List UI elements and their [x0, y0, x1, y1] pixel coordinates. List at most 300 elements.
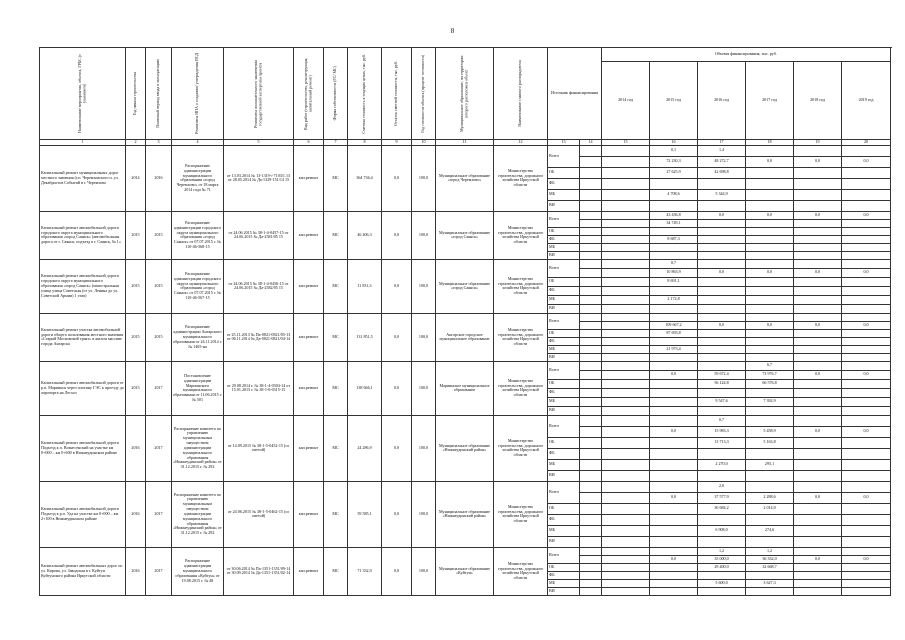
cell-funding-value [698, 200, 746, 211]
cell-start-year: 2015 [126, 211, 146, 259]
cell-funding-value [794, 406, 842, 415]
cell-blank [580, 189, 602, 200]
header-remaining-cost: Остаток сметной стоимости, тыс. руб. [382, 48, 412, 140]
cell-funding-value [602, 587, 650, 595]
cell-funding-value [602, 337, 650, 345]
cell-funding-value [698, 277, 746, 286]
cell-funding-value: 6,7 [746, 361, 794, 370]
cell-blank [580, 555, 602, 563]
cell-funding-value [842, 481, 891, 492]
cell-funding-value [746, 251, 794, 259]
cell-funding-value [698, 514, 746, 525]
cell-funding-value [842, 437, 891, 448]
cell-funding-value: 15 983,3 [698, 426, 746, 437]
cell-funding-value: 43 436,8 [650, 211, 698, 219]
cell-funding-value: 2 270,0 [698, 459, 746, 470]
cell-funding-value [794, 470, 842, 481]
cell-funding-value: 5 458,9 [746, 426, 794, 437]
cell-funding-value [842, 200, 891, 211]
cell-funding-value [794, 313, 842, 321]
cell-grbs: Министерство строительства, дорожного хозяйства Иркутской области [494, 313, 548, 361]
cell-funding-value: 0,0 [698, 211, 746, 219]
cell-funding-value: 274,6 [746, 525, 794, 536]
cell-blank [580, 470, 602, 481]
cell-funding-value [698, 345, 746, 353]
cell-blank [580, 587, 602, 595]
cell-funding-value [602, 481, 650, 492]
cell-blank [580, 156, 602, 167]
cell-municipality: Муниципальное образование «Нижнеудинский район» [436, 481, 494, 547]
cell-funding-value: 35 000,0 [698, 555, 746, 563]
column-number: 14 [580, 140, 602, 146]
cell-readiness: 100,0 [412, 211, 436, 259]
cell-funding-value [602, 313, 650, 321]
cell-funding-value [698, 313, 746, 321]
funding-category: ФБ [548, 178, 580, 189]
cell-grbs: Министерство строительства, дорожного хозяйства Иркутской области [494, 415, 548, 481]
cell-funding-value [746, 219, 794, 227]
cell-funding-value: 2 288,6 [746, 492, 794, 503]
cell-funding-value: 0,0 [794, 321, 842, 329]
funding-category: Всего [548, 145, 580, 167]
cell-funding-value [794, 243, 842, 251]
cell-funding-value [794, 219, 842, 227]
cell-estimated-cost: 138 666,1 [348, 361, 382, 415]
cell-start-year: 2015 [126, 313, 146, 361]
cell-blank [580, 492, 602, 503]
cell-funding-value [746, 286, 794, 295]
funding-category: ОБ [548, 563, 580, 571]
cell-funding-value [650, 406, 698, 415]
cell-funding-value [602, 547, 650, 555]
funding-category: Всего [548, 481, 580, 503]
header-object-name: Наименование мероприятия, объекта, ГРБС (с указанием) [40, 48, 126, 140]
cell-funding-value [746, 227, 794, 235]
cell-funding-value [842, 388, 891, 397]
funding-category: МБ [548, 189, 580, 200]
cell-funding-value: 2,0 [698, 481, 746, 492]
cell-grbs: Министерство строительства, дорожного хозяйства Иркутской области [494, 481, 548, 547]
cell-funding-value [794, 286, 842, 295]
cell-funding-value [842, 563, 891, 571]
investment-table [39, 47, 891, 596]
cell-funding-value [746, 277, 794, 286]
funding-category: ОБ [548, 503, 580, 514]
cell-blank [580, 304, 602, 313]
cell-funding-value [602, 156, 650, 167]
cell-work-type: кап.ремонт [294, 145, 324, 211]
cell-blank [580, 448, 602, 459]
cell-object-name: Капитальный ремонт автомобильных дорог по ул. Кирова, ул. Заводская в г. Куйтун Куйтунского района Иркутской области [40, 547, 126, 595]
cell-ownership: МС [324, 481, 348, 547]
cell-start-year: 2016 [126, 415, 146, 481]
cell-npa-details: Постановление администрации Мариинского муниципального образования от 11.06.2015 г. № 501 [172, 361, 224, 415]
cell-funding-value: 21 973,4 [650, 345, 698, 353]
cell-grbs: Министерство строительства, дорожного хозяйства Иркутской области [494, 145, 548, 211]
cell-start-year: 2016 [126, 547, 146, 595]
column-number: 20 [842, 140, 891, 146]
cell-blank [580, 211, 602, 219]
cell-funding-value: 8 691,1 [650, 277, 698, 286]
cell-funding-value [602, 145, 650, 156]
cell-funding-value [602, 388, 650, 397]
cell-funding-value [698, 406, 746, 415]
cell-funding-value: 5 600,0 [698, 579, 746, 587]
cell-funding-value: 73 976,7 [746, 370, 794, 379]
funding-category: МБ [548, 397, 580, 406]
cell-commission-year: 2017 [146, 547, 172, 595]
cell-funding-value [650, 361, 698, 370]
funding-category: Всего [548, 259, 580, 277]
cell-funding-value: 0,0 [842, 555, 891, 563]
cell-blank [580, 329, 602, 337]
cell-npa-details: Распоряжение комитета по управлению муниципальным имуществом администрации муниципального образования «Нижнеудинский район» от 31.12.2015 г. № 292 [172, 415, 224, 481]
cell-funding-value [650, 525, 698, 536]
cell-blank [580, 379, 602, 388]
cell-funding-value [842, 579, 891, 587]
cell-funding-value [842, 470, 891, 481]
cell-work-type: кап.ремонт [294, 415, 324, 481]
cell-funding-value: 0,7 [650, 259, 698, 268]
cell-funding-value [698, 235, 746, 243]
cell-funding-value [698, 227, 746, 235]
cell-expertise-details: от 29.08.2014 г. № 38-1-4-0304-14 от 15.01.2015 г. № 38-1-6-0315-15 [224, 361, 294, 415]
cell-funding-value [746, 189, 794, 200]
cell-funding-value [602, 563, 650, 571]
cell-funding-value [842, 227, 891, 235]
cell-start-year: 2016 [126, 481, 146, 547]
cell-funding-value [842, 251, 891, 259]
cell-funding-value [602, 459, 650, 470]
cell-funding-value [746, 178, 794, 189]
cell-funding-value: 27 625,9 [650, 167, 698, 178]
cell-readiness: 100,0 [412, 259, 436, 313]
cell-expertise-details: от 30.06.2014 № Па-1351-1351/09-14 от 30.09.2014 № Да-1351-1351/02-14 [224, 547, 294, 595]
cell-object-name: Капитальный ремонт автомобильной дороги городского округа муниципального образования «город Саянск» (магистральная улица улица Советская (от ул. Ленина до ул. Советской Армии) 1 этап) [40, 259, 126, 313]
funding-category: МБ [548, 295, 580, 304]
cell-municipality: Муниципальное образование «город Черемхово» [436, 145, 494, 211]
cell-funding-value [842, 337, 891, 345]
cell-funding-value [746, 406, 794, 415]
table-row [40, 313, 891, 321]
table-row [40, 145, 891, 156]
cell-funding-value [650, 563, 698, 571]
cell-funding-value: 0,0 [746, 211, 794, 219]
cell-funding-value: 0,0 [746, 268, 794, 277]
cell-funding-value [842, 406, 891, 415]
cell-funding-value [650, 587, 698, 595]
header-year: 2017 год [746, 62, 794, 140]
cell-blank [580, 525, 602, 536]
cell-funding-value [794, 167, 842, 178]
cell-funding-value: 0,0 [842, 156, 891, 167]
cell-work-type: кап.ремонт [294, 361, 324, 415]
cell-funding-value [650, 481, 698, 492]
cell-funding-value [602, 448, 650, 459]
cell-funding-value [698, 587, 746, 595]
funding-category: ФБ [548, 448, 580, 459]
table-row [40, 211, 891, 219]
cell-funding-value: 0,0 [746, 321, 794, 329]
cell-grbs: Министерство строительства, дорожного хозяйства Иркутской области [494, 361, 548, 415]
funding-category: ФБ [548, 235, 580, 243]
cell-remaining-cost: 0,0 [382, 361, 412, 415]
cell-estimated-cost: 11 831,3 [348, 259, 382, 313]
cell-blank [580, 415, 602, 426]
cell-ownership: МС [324, 211, 348, 259]
cell-blank [580, 259, 602, 268]
cell-funding-value [602, 503, 650, 514]
cell-funding-value [794, 189, 842, 200]
table-row [40, 415, 891, 426]
cell-funding-value [602, 295, 650, 304]
table-row [40, 547, 891, 555]
header-funding-volumes: Объемы финансирования, тыс. руб. [602, 48, 891, 62]
cell-estimated-cost: 364 736,4 [348, 145, 382, 211]
header-ownership: Форма собственности (ГС/ МС) [324, 48, 348, 140]
cell-funding-value [794, 337, 842, 345]
cell-funding-value [746, 514, 794, 525]
cell-funding-value [746, 448, 794, 459]
cell-funding-value: 59 672,4 [698, 370, 746, 379]
cell-funding-value [602, 189, 650, 200]
cell-funding-value [794, 437, 842, 448]
cell-funding-value [650, 571, 698, 579]
cell-funding-value [842, 459, 891, 470]
cell-blank [580, 571, 602, 579]
cell-object-name: Капитальный ремонт автомобильной дороги от р.п. Мариинск через плотину ГЭС к проезду до аэропорта на Лесхоз [40, 361, 126, 415]
cell-npa-details: Распоряжение комитета по управлению муниципальным имуществом администрации муниципального образования «Нижнеудинский район» от 31.12.2015 г. № 292 [172, 481, 224, 547]
cell-funding-value: 0,0 [650, 426, 698, 437]
cell-ownership: МС [324, 415, 348, 481]
funding-category: Всего [548, 547, 580, 563]
cell-funding-value [650, 437, 698, 448]
funding-category: ФБ [548, 514, 580, 525]
cell-funding-value [650, 415, 698, 426]
cell-expertise-details: от 14.09.2015 № 38-1-5-0452-15 (со сметой) [224, 415, 294, 481]
cell-readiness: 100,0 [412, 481, 436, 547]
cell-funding-value: 34 749,1 [650, 219, 698, 227]
cell-remaining-cost: 0,0 [382, 415, 412, 481]
cell-funding-value [794, 503, 842, 514]
cell-work-type: кап.ремонт [294, 481, 324, 547]
cell-funding-value [602, 251, 650, 259]
cell-funding-value [602, 470, 650, 481]
funding-category: ОБ [548, 379, 580, 388]
cell-work-type: кап.ремонт [294, 259, 324, 313]
cell-object-name: Капитальный ремонт участка автомобильной дороги общего пользования местного значения «Старый Московский тракт» в жилом массиве города Ангарска [40, 313, 126, 361]
cell-estimated-cost: 71 332,0 [348, 547, 382, 595]
cell-funding-value [698, 388, 746, 397]
cell-funding-value [698, 353, 746, 361]
cell-funding-value [602, 579, 650, 587]
cell-expertise-details: от 24.06.2015 № 38-1-5-0462-15 (со сметой) [224, 481, 294, 547]
cell-blank [580, 295, 602, 304]
header-commission-period: Плановый период ввода в эксплуатацию [146, 48, 172, 140]
cell-funding-value: 0,0 [650, 370, 698, 379]
cell-funding-value [602, 329, 650, 337]
cell-funding-value [794, 579, 842, 587]
cell-blank [580, 563, 602, 571]
cell-funding-value [746, 481, 794, 492]
cell-funding-value [842, 243, 891, 251]
cell-funding-value: 7 392,9 [746, 397, 794, 406]
cell-funding-value [698, 251, 746, 259]
cell-funding-value [842, 304, 891, 313]
cell-funding-value [842, 547, 891, 555]
cell-ownership: МС [324, 547, 348, 595]
cell-funding-value: 0,1 [650, 145, 698, 156]
cell-funding-value [746, 259, 794, 268]
funding-category: ВИ [548, 251, 580, 259]
cell-estimated-cost: 46 406,3 [348, 211, 382, 259]
cell-funding-value: 0,0 [650, 492, 698, 503]
cell-funding-value [794, 415, 842, 426]
cell-expertise-details: от 25.11.2013 № Па-0821-0821/05-13 от 06.11.2014 № Да-0821-0821/04-14 [224, 313, 294, 361]
cell-funding-value [794, 345, 842, 353]
cell-funding-value [602, 437, 650, 448]
funding-category: ОБ [548, 227, 580, 235]
funding-category: ВИ [548, 536, 580, 547]
cell-funding-value: 48 272,7 [698, 156, 746, 167]
column-number: 16 [650, 140, 698, 146]
funding-category: ВИ [548, 587, 580, 595]
cell-npa-details: Распоряжение администрации городского округа муниципального образования «город Саянск» от 07.07.2015 г. № 110-46-568-15 [172, 211, 224, 259]
cell-funding-value [698, 178, 746, 189]
cell-municipality: Ангарское городское муниципальное образование [436, 313, 494, 361]
cell-object-name: Капитальный ремонт автомобильной дороги Подъезд к р.п. Уда на участке км 0+000 – км 2+100 в Нижнеудинском районе [40, 481, 126, 547]
cell-funding-value: 0,0 [842, 426, 891, 437]
cell-funding-value [650, 388, 698, 397]
cell-ownership: МС [324, 259, 348, 313]
cell-funding-value [842, 345, 891, 353]
cell-funding-value [842, 313, 891, 321]
cell-funding-value [794, 536, 842, 547]
cell-funding-value [794, 525, 842, 536]
cell-funding-value [794, 251, 842, 259]
cell-funding-value [650, 286, 698, 295]
cell-funding-value [794, 304, 842, 313]
cell-funding-value [842, 379, 891, 388]
table-row [40, 481, 891, 492]
cell-ownership: МС [324, 313, 348, 361]
cell-funding-value [650, 379, 698, 388]
cell-funding-value [842, 587, 891, 595]
cell-readiness: 100,0 [412, 313, 436, 361]
header-year: 2019 год [842, 62, 891, 140]
cell-readiness: 100,0 [412, 361, 436, 415]
cell-funding-value [794, 227, 842, 235]
cell-funding-value [746, 353, 794, 361]
cell-work-type: кап.ремонт [294, 547, 324, 595]
cell-funding-value [746, 243, 794, 251]
cell-funding-value [842, 353, 891, 361]
cell-funding-value: 0,0 [842, 211, 891, 219]
cell-funding-value: 56 124,8 [698, 379, 746, 388]
cell-npa-details: Распоряжение администрации муниципального образования «город Черемхово» от 18 марта 2014 года № 71 [172, 145, 224, 211]
funding-category: МБ [548, 459, 580, 470]
cell-object-name: Капитальный ремонт автомобильной дороги городского округа муниципального образования «город Саянск» (автомобильная дорога от г. Саянск, подъезд к г. Саянск, № 1» [40, 211, 126, 259]
cell-funding-value: 3 627,3 [746, 579, 794, 587]
cell-blank [580, 406, 602, 415]
cell-funding-value [602, 571, 650, 579]
cell-funding-value [650, 178, 698, 189]
column-number: 8 [348, 140, 382, 146]
cell-funding-value [602, 370, 650, 379]
funding-category: ОБ [548, 437, 580, 448]
cell-funding-value [842, 286, 891, 295]
cell-funding-value [746, 470, 794, 481]
cell-funding-value [698, 219, 746, 227]
column-number: 7 [324, 140, 348, 146]
cell-work-type: кап.ремонт [294, 211, 324, 259]
cell-funding-value: 0,0 [794, 492, 842, 503]
cell-funding-value: 8 687,3 [650, 235, 698, 243]
cell-funding-value [794, 295, 842, 304]
table-row [40, 361, 891, 370]
cell-funding-value [698, 337, 746, 345]
cell-funding-value [650, 470, 698, 481]
cell-funding-value [842, 536, 891, 547]
cell-funding-value [602, 406, 650, 415]
cell-funding-value [842, 219, 891, 227]
cell-funding-value [842, 235, 891, 243]
cell-grbs: Министерство строительства, дорожного хозяйства Иркутской области [494, 547, 548, 595]
cell-funding-value: 0,0 [794, 211, 842, 219]
cell-funding-value: 0,0 [698, 268, 746, 277]
cell-funding-value [602, 178, 650, 189]
cell-funding-value [746, 337, 794, 345]
cell-blank [580, 437, 602, 448]
cell-expertise-details: от 13.03.2014 № 13-1319-/-7103/1.13 от 28.05.2014 № Да-1329-151/14 15 [224, 145, 294, 211]
funding-category: Всего [548, 415, 580, 437]
cell-funding-value [650, 536, 698, 547]
cell-funding-value: 295,1 [746, 459, 794, 470]
cell-npa-details: Распоряжение администрации городского округа муниципального образования «город Саянск» от 07.07.2015 г. № 110-46-567-15 [172, 259, 224, 313]
cell-funding-value: 0,0 [794, 156, 842, 167]
cell-funding-value [746, 295, 794, 304]
cell-remaining-cost: 0,0 [382, 211, 412, 259]
cell-funding-value [746, 235, 794, 243]
cell-funding-value [698, 536, 746, 547]
cell-funding-value: 1,4 [698, 145, 746, 156]
cell-funding-value [842, 571, 891, 579]
cell-funding-value: 2 172,8 [650, 295, 698, 304]
header-npa: Реквизиты НПА о создании/ утверждении ПСД [172, 48, 224, 140]
funding-category: МБ [548, 345, 580, 353]
cell-funding-value: 0,0 [794, 555, 842, 563]
column-number: 15 [602, 140, 650, 146]
cell-blank [580, 503, 602, 514]
cell-estimated-cost: 131 851,5 [348, 313, 382, 361]
cell-funding-value [746, 167, 794, 178]
header-funding-source: Источник финансирования [548, 48, 602, 140]
cell-funding-value: 0,0 [842, 492, 891, 503]
cell-funding-value [794, 571, 842, 579]
cell-funding-value [602, 555, 650, 563]
cell-funding-value [842, 295, 891, 304]
cell-funding-value [698, 286, 746, 295]
cell-funding-value [746, 415, 794, 426]
funding-category: ФБ [548, 388, 580, 397]
cell-funding-value [794, 397, 842, 406]
cell-funding-value [746, 587, 794, 595]
cell-funding-value [842, 145, 891, 156]
cell-remaining-cost: 0,0 [382, 313, 412, 361]
cell-funding-value: 0,0 [698, 321, 746, 329]
funding-category: ВИ [548, 200, 580, 211]
cell-funding-value [650, 200, 698, 211]
